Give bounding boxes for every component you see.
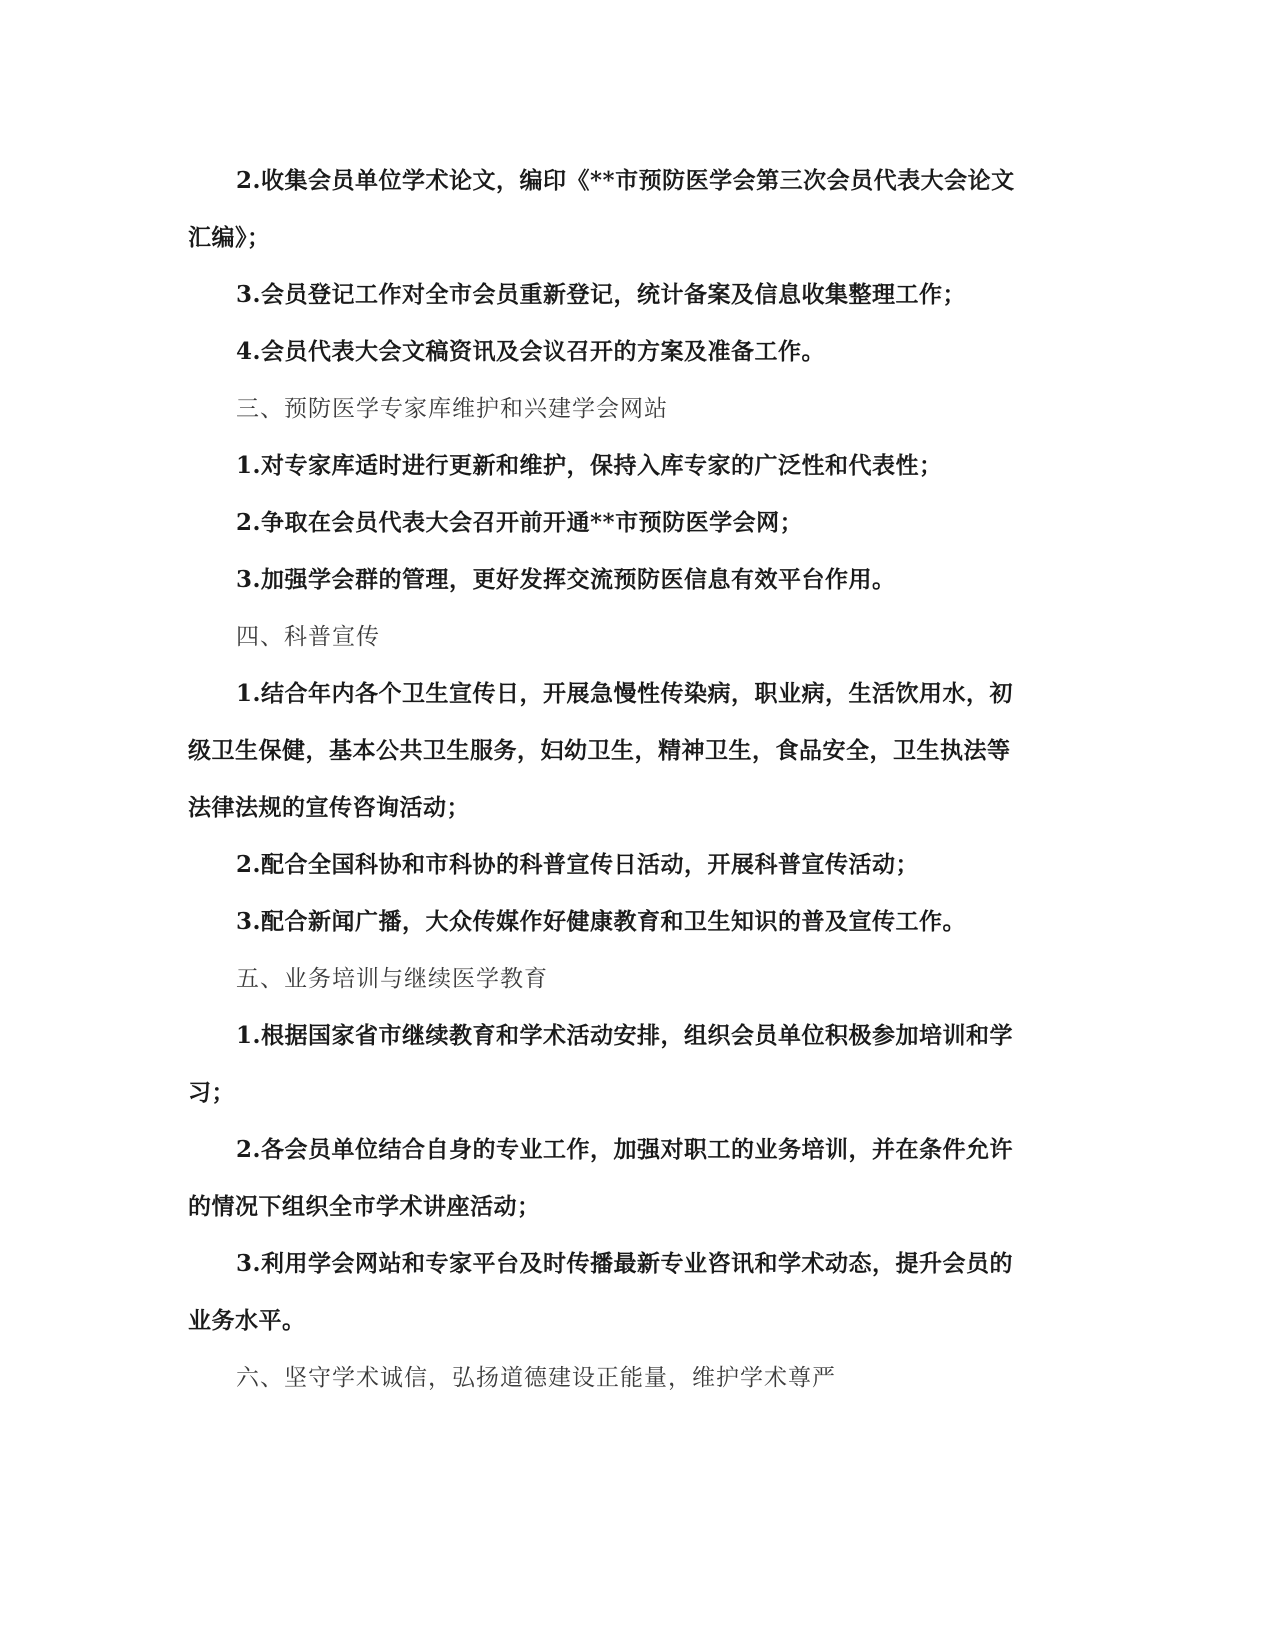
- section-heading: 三、预防医学专家库维护和兴建学会网站: [236, 396, 668, 422]
- section-heading: 四、科普宣传: [236, 624, 380, 650]
- list-item: 1.根据国家省市继续教育和学术活动安排，组织会员单位积极参加培训和学: [236, 1022, 1014, 1049]
- list-item: 3.配合新闻广播，大众传媒作好健康教育和卫生知识的普及宣传工作。: [236, 908, 967, 935]
- list-item: 2.争取在会员代表大会召开前开通**市预防医学会网；: [236, 509, 804, 536]
- list-item: 3.会员登记工作对全市会员重新登记，统计备案及信息收集整理工作；: [236, 281, 967, 308]
- list-item: 4.会员代表大会文稿资讯及会议召开的方案及准备工作。: [236, 338, 826, 365]
- list-item: 1.对专家库适时进行更新和维护，保持入库专家的广泛性和代表性；: [236, 452, 943, 479]
- list-item-continuation: 法律法规的宣传咨询活动；: [188, 794, 470, 821]
- list-item: 2.配合全国科协和市科协的科普宣传日活动，开展科普宣传活动；: [236, 851, 920, 878]
- list-item-continuation: 的情况下组织全市学术讲座活动；: [188, 1193, 541, 1220]
- list-item-continuation: 习；: [188, 1079, 235, 1106]
- section-heading: 五、业务培训与继续医学教育: [236, 966, 548, 992]
- list-item: 3.利用学会网站和专家平台及时传播最新专业咨讯和学术动态，提升会员的: [236, 1250, 1014, 1277]
- list-item: 2.收集会员单位学术论文，编印《**市预防医学会第三次会员代表大会论文: [236, 167, 1015, 194]
- list-item: 3.加强学会群的管理，更好发挥交流预防医信息有效平台作用。: [236, 566, 896, 593]
- list-item: 2.各会员单位结合自身的专业工作，加强对职工的业务培训，并在条件允许: [236, 1136, 1014, 1163]
- list-item-continuation: 业务水平。: [188, 1307, 306, 1334]
- list-item-continuation: 级卫生保健，基本公共卫生服务，妇幼卫生，精神卫生，食品安全，卫生执法等: [188, 737, 1011, 764]
- section-heading: 六、坚守学术诚信，弘扬道德建设正能量，维护学术尊严: [236, 1365, 836, 1391]
- list-item: 1.结合年内各个卫生宣传日，开展急慢性传染病，职业病，生活饮用水，初: [236, 680, 1014, 707]
- list-item-continuation: 汇编》；: [188, 224, 271, 251]
